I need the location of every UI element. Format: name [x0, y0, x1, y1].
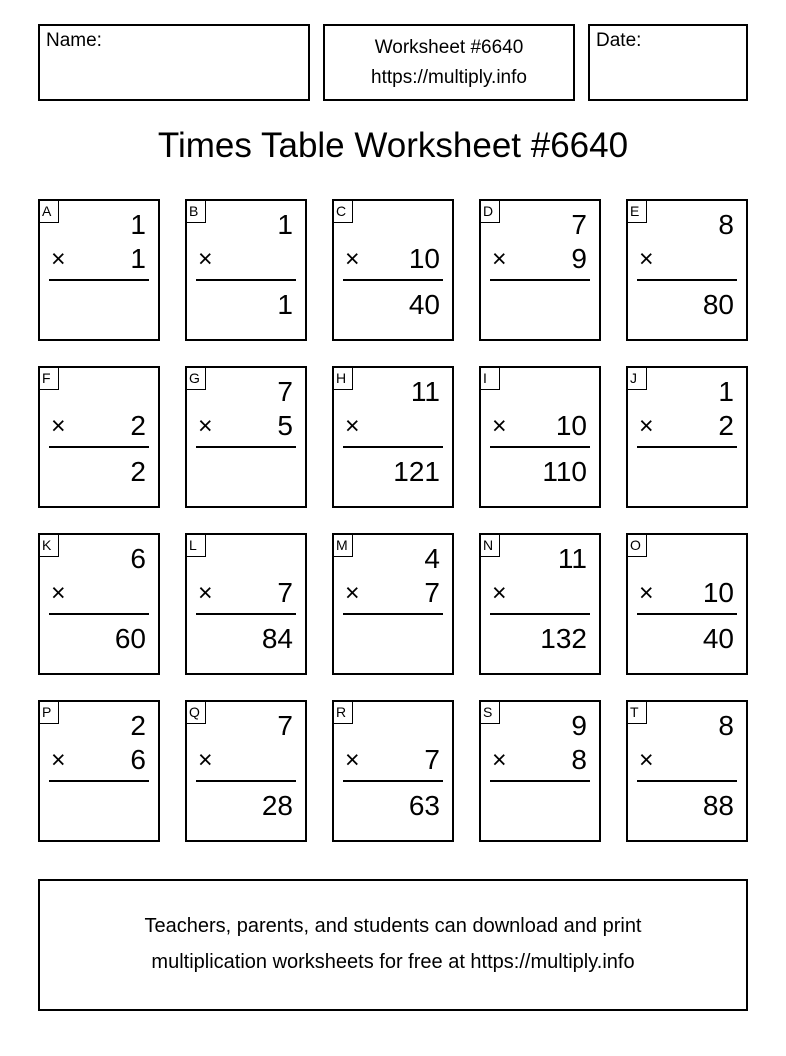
problem-h — [332, 366, 454, 508]
bottom-number: 10 — [408, 243, 440, 274]
answer-field[interactable]: 88 — [702, 790, 734, 821]
top-number: 1 — [130, 209, 146, 240]
top-number: 11 — [557, 543, 587, 574]
multiply-sign: × — [345, 746, 360, 774]
multiply-sign: × — [198, 245, 213, 273]
problem-letter: L — [187, 535, 206, 557]
problem-l — [185, 533, 307, 675]
problem-d — [479, 199, 601, 341]
problem-i — [479, 366, 601, 508]
bottom-number: 10 — [702, 577, 734, 608]
answer-field[interactable]: 28 — [261, 790, 293, 821]
answer-rule — [490, 613, 590, 615]
multiply-sign: × — [51, 579, 66, 607]
top-number: 8 — [718, 209, 734, 240]
answer-rule — [343, 780, 443, 782]
problem-letter: E — [628, 201, 647, 223]
bottom-number: 5 — [277, 410, 293, 441]
answer-field[interactable]: 121 — [393, 456, 440, 487]
problem-letter: B — [187, 201, 206, 223]
problem-t — [626, 700, 748, 842]
multiply-sign: × — [492, 746, 507, 774]
answer-rule — [196, 446, 296, 448]
bottom-number: 6 — [130, 744, 146, 775]
bottom-number: 2 — [718, 410, 734, 441]
answer-rule — [637, 780, 737, 782]
problem-letter: K — [40, 535, 59, 557]
problem-j — [626, 366, 748, 508]
multiply-sign: × — [492, 412, 507, 440]
top-number: 7 — [277, 710, 293, 741]
problem-letter: O — [628, 535, 647, 557]
multiply-sign: × — [51, 746, 66, 774]
problem-letter: G — [187, 368, 206, 390]
problem-letter: A — [40, 201, 59, 223]
problem-letter: R — [334, 702, 353, 724]
page-title: Times Table Worksheet #6640 — [157, 126, 629, 165]
answer-rule — [490, 279, 590, 281]
top-number: 6 — [130, 543, 146, 574]
footer-line-1: Teachers, parents, and students can download and print — [144, 915, 642, 937]
multiply-sign: × — [639, 412, 654, 440]
bottom-number: 9 — [571, 243, 587, 274]
answer-rule — [196, 279, 296, 281]
answer-rule — [343, 446, 443, 448]
top-number: 2 — [130, 710, 146, 741]
bottom-number: 1 — [130, 243, 146, 274]
answer-field[interactable]: 110 — [542, 456, 587, 487]
answer-rule — [49, 446, 149, 448]
footer-box — [38, 879, 748, 1011]
date-label: Date: — [596, 30, 642, 51]
problem-r — [332, 700, 454, 842]
multiply-sign: × — [345, 245, 360, 273]
name-label: Name: — [46, 30, 102, 51]
multiply-sign: × — [198, 412, 213, 440]
answer-rule — [637, 446, 737, 448]
worksheet-url: https://multiply.info — [371, 67, 527, 88]
problem-k — [38, 533, 160, 675]
problem-letter: H — [334, 368, 353, 390]
top-number: 4 — [424, 543, 440, 574]
top-number: 9 — [571, 710, 587, 741]
answer-field[interactable]: 2 — [130, 456, 146, 487]
problem-letter: N — [481, 535, 500, 557]
footer-line-2: multiplication worksheets for free at https://multiply.info — [151, 951, 635, 973]
answer-rule — [637, 613, 737, 615]
multiply-sign: × — [492, 245, 507, 273]
answer-rule — [49, 780, 149, 782]
problem-letter: T — [628, 702, 647, 724]
problem-letter: D — [481, 201, 500, 223]
answer-field[interactable]: 84 — [261, 623, 293, 654]
problem-letter: M — [334, 535, 353, 557]
top-number: 7 — [571, 209, 587, 240]
problem-letter: F — [40, 368, 59, 390]
answer-field[interactable]: 80 — [702, 289, 734, 320]
problem-letter: J — [628, 368, 647, 390]
multiply-sign: × — [198, 579, 213, 607]
answer-field[interactable]: 40 — [408, 289, 440, 320]
bottom-number: 2 — [130, 410, 146, 441]
top-number: 11 — [410, 376, 440, 407]
problem-p — [38, 700, 160, 842]
problem-e — [626, 199, 748, 341]
problem-q — [185, 700, 307, 842]
multiply-sign: × — [492, 579, 507, 607]
answer-rule — [49, 279, 149, 281]
problem-a — [38, 199, 160, 341]
problem-o — [626, 533, 748, 675]
problem-n — [479, 533, 601, 675]
answer-rule — [196, 613, 296, 615]
bottom-number: 7 — [277, 577, 293, 608]
answer-rule — [196, 780, 296, 782]
answer-field[interactable]: 1 — [277, 289, 293, 320]
problem-s — [479, 700, 601, 842]
answer-field[interactable]: 40 — [702, 623, 734, 654]
multiply-sign: × — [345, 412, 360, 440]
answer-field[interactable]: 60 — [114, 623, 146, 654]
top-number: 1 — [277, 209, 293, 240]
answer-rule — [490, 446, 590, 448]
top-number: 7 — [277, 376, 293, 407]
multiply-sign: × — [639, 746, 654, 774]
multiply-sign: × — [345, 579, 360, 607]
multiply-sign: × — [51, 245, 66, 273]
problem-m — [332, 533, 454, 675]
answer-rule — [343, 613, 443, 615]
top-number: 8 — [718, 710, 734, 741]
worksheet-number: Worksheet #6640 — [374, 37, 524, 58]
problem-b — [185, 199, 307, 341]
multiply-sign: × — [639, 579, 654, 607]
problem-g — [185, 366, 307, 508]
answer-rule — [343, 279, 443, 281]
multiply-sign: × — [198, 746, 213, 774]
top-number: 1 — [718, 376, 734, 407]
problem-letter: I — [481, 368, 500, 390]
problem-letter: C — [334, 201, 353, 223]
problem-letter: Q — [187, 702, 206, 724]
answer-rule — [49, 613, 149, 615]
multiply-sign: × — [639, 245, 654, 273]
bottom-number: 8 — [571, 744, 587, 775]
answer-rule — [490, 780, 590, 782]
bottom-number: 10 — [555, 410, 587, 441]
answer-field[interactable]: 63 — [408, 790, 440, 821]
multiply-sign: × — [51, 412, 66, 440]
problem-c — [332, 199, 454, 341]
problem-f — [38, 366, 160, 508]
answer-rule — [637, 279, 737, 281]
bottom-number: 7 — [424, 744, 440, 775]
answer-field[interactable]: 132 — [540, 623, 587, 654]
bottom-number: 7 — [424, 577, 440, 608]
problem-letter: P — [40, 702, 59, 724]
problem-letter: S — [481, 702, 500, 724]
